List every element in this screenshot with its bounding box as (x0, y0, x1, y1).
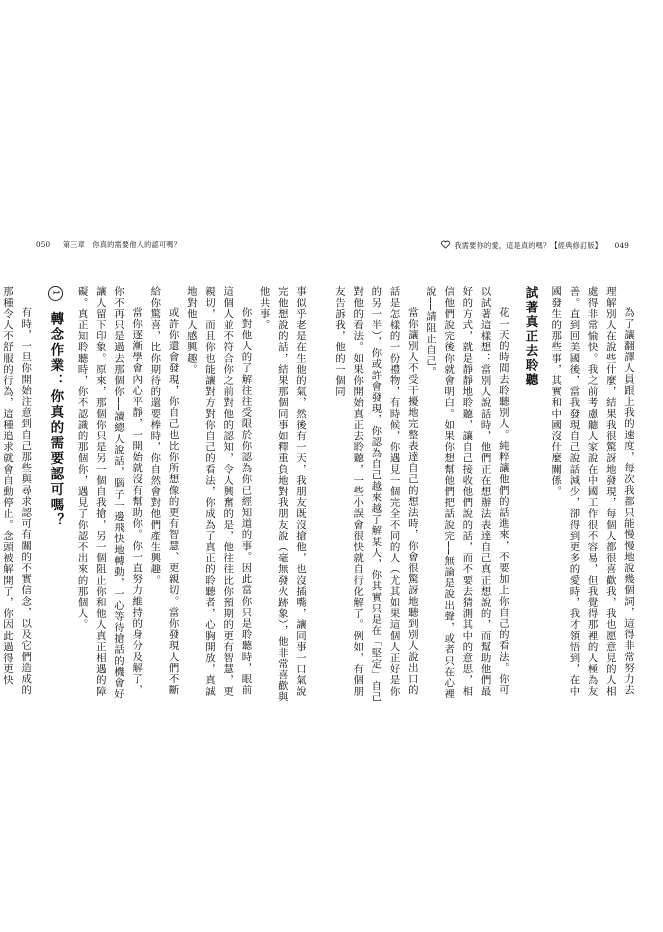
paragraph: 你對他人的了解往往受限於你認為你已經知道的事。因此當你只是聆聽時，眼前這個人並不符合你之前對他的認知，令人興奮的是，他往往比你預期的更有智慧，更親切，而且你也能讓對方對你自己的看法，你成為了真正的聆聽者，心胸開放，真誠地對他人感興趣。 (184, 286, 252, 697)
running-head-right (441, 240, 629, 251)
page-number-right: 049 (614, 241, 629, 250)
paragraph: 為了讓翻譯人員跟上我的速度，每次我都只能慢慢地說幾個詞，這得非常努力去理解別人在說些什麼，結果我很驚訝地發現，每個人都很喜歡我，我也愿意見的人相處得非常愉快。我之前考慮聽人家說在中國工作很不容易，但我覺得那裡的人極為友善。直到回美國後，當我發現自己說話減少，卻得到更多的愛時，我才領悟到，在中國發生的那些事，其實和中國沒什麼關係。 (549, 286, 634, 697)
paragraph: 當你逐漸學會內心平靜，一開始就沒有幫助你。你一直努力維持的身分及解了，你不再只是過去那個你──讀總人說話，腦子一邊飛快地轉動，一心等待搶話的機會好讓人留下印象。原來，那個你只是另一個自我搶，另一個阻止你和他人真正相遇的障礙。真正知聆聽時，你不認識的那個你，遇見了你認不出來的那個人。 (75, 286, 143, 700)
paragraph: 有時，一旦你開始注意到自己那些與尋求認可有關的不實信念，以及它們造成的那種令人不舒服的行為，這種追求就會自動停止。念頭被解開了，你因此過得更快 (0, 286, 32, 696)
running-head-left (36, 240, 181, 250)
page-number-left: 050 (36, 240, 51, 249)
body-text-left (0, 286, 309, 706)
section-heading-right: 試著真正去聆聽 (523, 286, 539, 388)
paragraph: 當你讓別人不受干擾地完整表達自己的想法時，你會很驚訝地聽到別人說出口的話是怎樣的一份禮物，有時候，你遇見一個完全不同的人（尤其如果這個人正好是你的另一半），你或許會發現，你認為自己越來越了解某人，你其實只是在「堅定」自己對他的看法。如果你開始真正去聆聽，一些小誤會很快就自行化解了。例如，有個朋友告訴我，他的一個同 (332, 286, 418, 703)
chapter-title: 第三章 你真的需要他人的認可嗎？ (62, 240, 182, 249)
paragraph: 花一天的時間去聆聽別人。純粹讓他們的話進來，不要加上你自己的看法。你可以試著這樣想：當別人說話時，他們正在想辦法表達自己真正想說的，而幫助他們最好的方式，就是靜靜地聆聽，讓自己接收他們說的話，而不要去猜測其中的意思，相信他們說完後你就會明白。如果你想幫他們把話說完──無論是說出聲，或者只在心裡說──請阻止自己。 (423, 286, 509, 700)
right-page (332, 0, 663, 932)
book-title: 我需要你的愛，這是真的嗎？【經典修訂版】 (454, 241, 603, 250)
body-text-right (332, 286, 637, 706)
paragraph: 事似乎老是在生他的氣，然後有一天，我朋友既沒搶他，也沒插嘴，讓同事一口氣說完他想說的話，結果那個同事如釋重負地對我朋友說（毫無發火跡象），他非常喜歡與他共事。 (257, 286, 306, 703)
section-heading-left (46, 286, 64, 706)
heart-icon (441, 240, 450, 249)
heading-number-badge: 1 (48, 286, 63, 301)
heading-text: 轉念作業：你真的需要認可嗎？ (47, 311, 64, 529)
paragraph: 或許你還會發現，你自己也比你所想像的更有智慧、更親切。當你發現人們不斷給你驚喜，比你期待的還要棒時，你自然會對他們產生興趣。 (148, 286, 179, 696)
left-page (0, 0, 331, 932)
